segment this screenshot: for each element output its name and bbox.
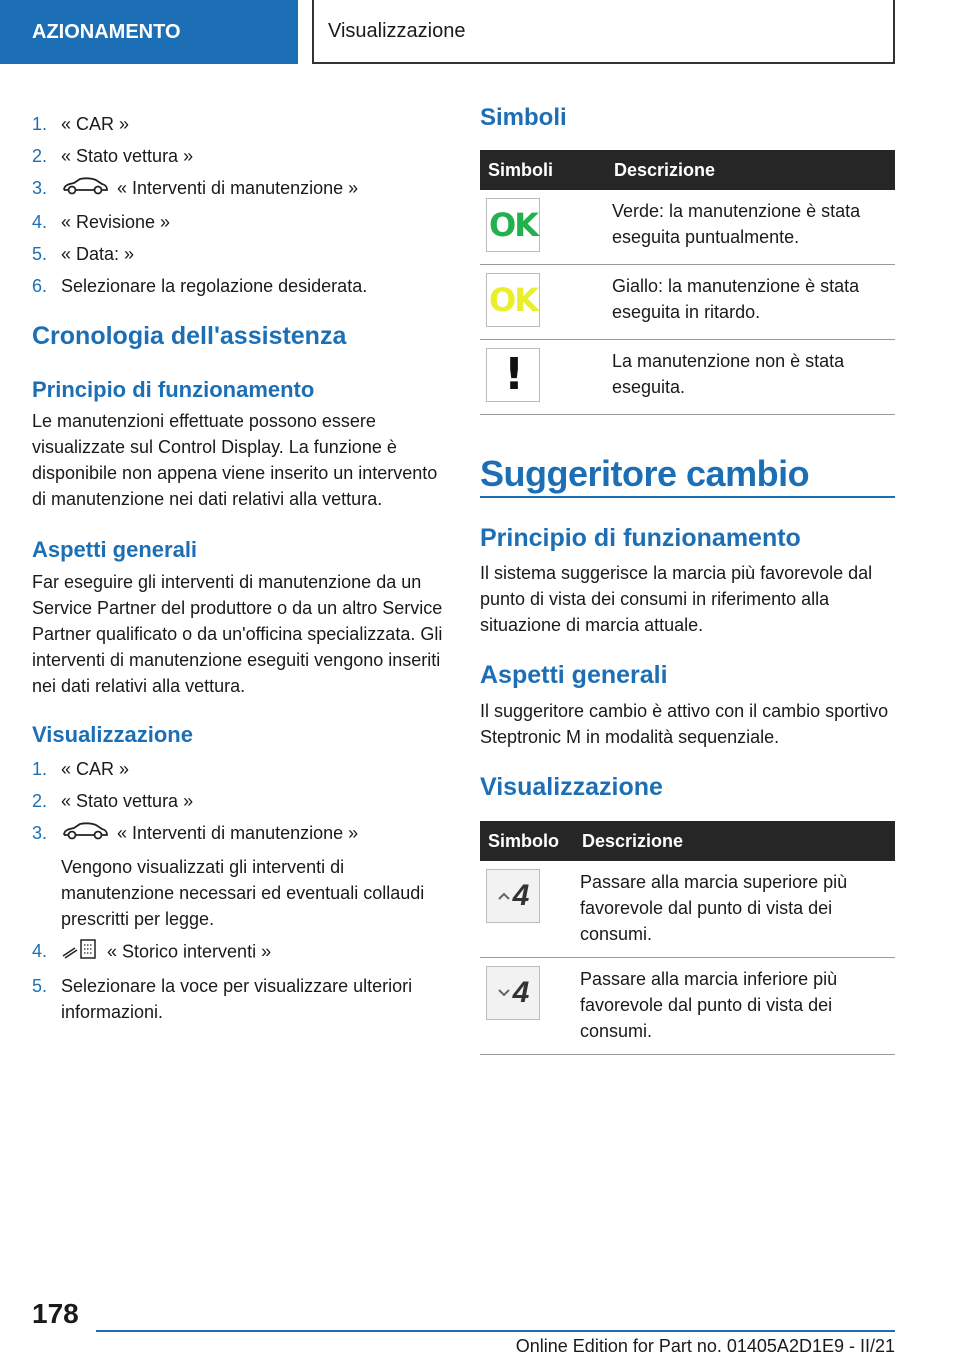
symbols-table — [480, 150, 895, 415]
table-row: 4 Passare alla marcia superiore più favorevole dal punto di vista dei consumi. — [480, 861, 895, 958]
general-text: Far eseguire gli interventi di manutenzione da un Service Partner del produttore o da un altro Service Partner qualificato o da un'officina specializzata. Gli interventi di manutenzione eseguiti vengono inseriti nei dati relativi alla vettura. — [32, 572, 443, 696]
page-number: 178 — [32, 1298, 79, 1329]
list-item: 3. « Interventi di manutenzione » Vengono visualizzati gli interventi di manutenzione necessari ed eventuali collaudi prescritti per legge. — [32, 820, 447, 932]
footer-rule — [96, 1330, 895, 1332]
steps-list-bottom — [32, 756, 447, 1031]
list-item: 4. « Revisione » — [32, 211, 171, 232]
principle-heading: Principio di funzionamento — [32, 377, 315, 402]
col-header-symbols: Simboli — [480, 150, 606, 190]
gear-up-icon: 4 — [486, 869, 540, 923]
table-row: ! La manutenzione non è stata eseguita. — [480, 340, 895, 415]
list-item: 2. « Stato vettura » — [32, 146, 194, 166]
general-text: Il suggeritore cambio è attivo con il cambio sportivo Steptronic M in modalità sequenziale. — [480, 701, 889, 747]
list-item: 1. « CAR » — [32, 759, 130, 779]
display-heading: Visualizzazione — [32, 722, 193, 747]
gear-table — [480, 821, 895, 1055]
heading-rule — [480, 496, 895, 498]
col-header-description: Descrizione — [606, 150, 895, 190]
edition-text: Online Edition for Part no. 01405A2D1E9 - II/21 — [515, 1336, 895, 1356]
general-heading: Aspetti generali — [32, 537, 198, 562]
principle-text: Il sistema suggerisce la marcia più favorevole dal punto di vista dei consumi in riferimento alla situazione di marcia attuale. — [480, 563, 873, 635]
col-header-symbol: Simbolo — [480, 821, 574, 861]
principle-heading: Principio di funzionamento — [480, 524, 801, 552]
table-row: 4 Passare alla marcia inferiore più favorevole dal punto di vista dei consumi. — [480, 958, 895, 1055]
list-item: 6. Selezionare la regolazione desiderata. — [32, 275, 368, 296]
principle-text: Le manutenzioni effettuate possono essere visualizzate sul Control Display. La funzione è disponibile non appena viene inserito un intervento di manutenzione nei dati relativi alla vettura. — [32, 411, 438, 509]
ok-green-icon: OK — [486, 198, 540, 252]
list-item: 5. « Data: » — [32, 243, 135, 264]
chapter-tab: AZIONAMENTO — [0, 0, 298, 64]
gear-down-icon: 4 — [486, 966, 540, 1020]
gear-suggest-heading: Suggeritore cambio — [480, 453, 810, 494]
steps-list-top — [32, 111, 447, 305]
table-row: OK Verde: la manutenzione è stata eseguita puntualmente. — [480, 190, 895, 265]
section-title: Visualizzazione — [312, 0, 895, 64]
car-icon — [61, 176, 109, 203]
service-history-icon — [61, 938, 99, 967]
list-item: 4. « Storico interventi » — [32, 938, 447, 967]
ok-yellow-icon: OK — [486, 273, 540, 327]
col-header-description: Descrizione — [574, 821, 895, 861]
display-heading: Visualizzazione — [480, 773, 663, 801]
table-row: OK Giallo: la manutenzione è stata eseguita in ritardo. — [480, 265, 895, 340]
list-item: 3. « Interventi di manutenzione » — [32, 175, 447, 203]
general-heading: Aspetti generali — [480, 661, 668, 689]
list-item: 1. « CAR » — [32, 114, 130, 134]
car-icon — [61, 821, 109, 848]
list-item: 5. Selezionare la voce per visualizzare ulteriori informazioni. — [32, 975, 413, 1022]
exclamation-icon: ! — [486, 348, 540, 402]
history-heading: Cronologia dell'assistenza — [32, 322, 347, 350]
list-item: 2. « Stato vettura » — [32, 791, 194, 811]
symbols-heading: Simboli — [480, 104, 567, 131]
